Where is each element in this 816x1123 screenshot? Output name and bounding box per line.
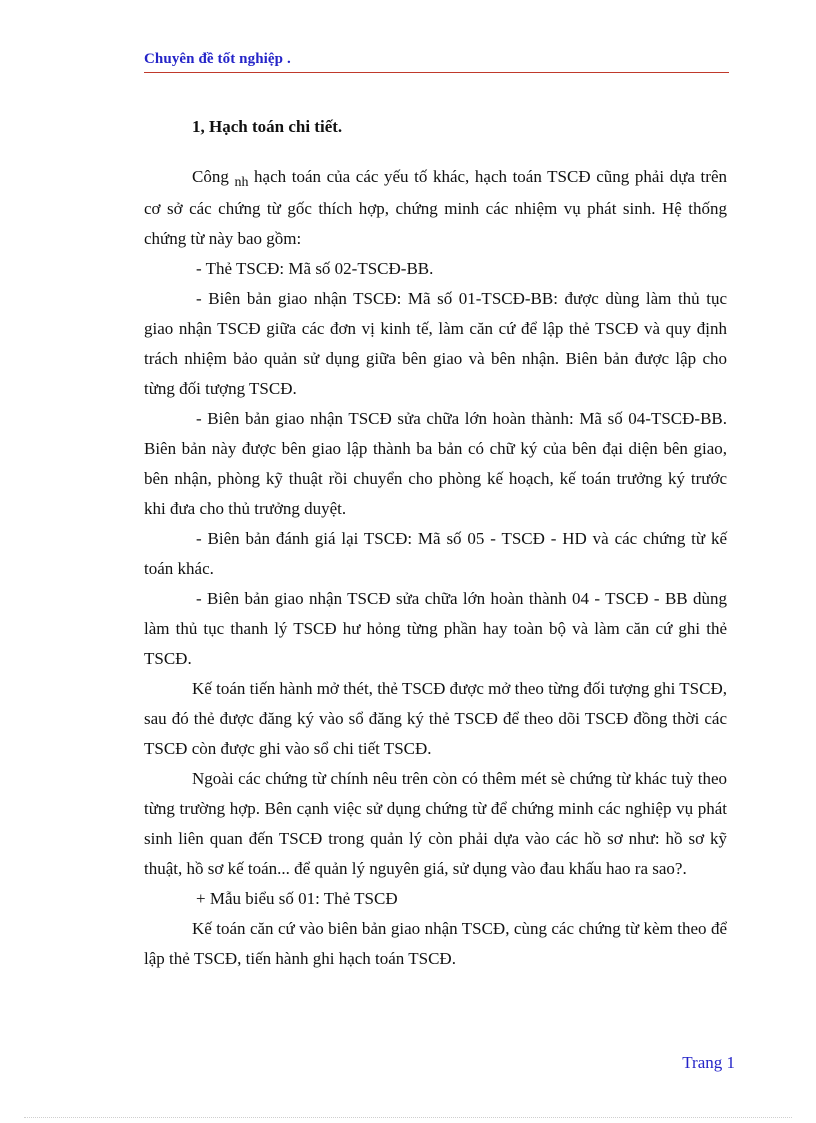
- form-label: + Mẫu biểu số 01: Thẻ TSCĐ: [196, 889, 398, 908]
- body-paragraph: Ngoài các chứng từ chính nêu trên còn có thêm mét sè chứng từ khác tuỳ theo từng trường hợp. Bên cạnh việc sử dụng chứng từ để chứng minh các nghiệp vụ phát sinh liên quan đến TSCĐ trong quản lý còn phải dựa vào các hồ sơ như: hồ sơ kỹ thuật, hồ sơ kế toán... để quản lý nguyên giá, sử dụng vào đau khấu hao ra sao?.: [144, 769, 727, 878]
- intro-subscript: nh: [234, 175, 249, 190]
- intro-paragraph: [144, 162, 727, 254]
- intro-start: Công: [192, 167, 235, 186]
- header-title: Chuyên đề tốt nghiệp .: [144, 51, 291, 67]
- list-item: - Biên bản giao nhận TSCĐ sửa chữa lớn hoàn thành 04 - TSCĐ - BB dùng làm thủ tục thanh lý TSCĐ hư hỏng từng phần hay toàn bộ và làm căn cứ ghi thẻ TSCĐ.: [144, 589, 727, 668]
- list-item: - Biên bản giao nhận TSCĐ sửa chữa lớn hoàn thành: Mã số 04-TSCĐ-BB. Biên bản này được bên giao lập thành ba bản có chữ ký của bên đại diện bên giao, bên nhận, phòng kỹ thuật rồi chuyển cho phòng kế hoạch, kế toán trưởng ký trước khi đưa cho thủ trưởng duyệt.: [144, 409, 727, 518]
- page-number: Trang 1: [682, 1053, 735, 1072]
- section-heading: 1, Hạch toán chi tiết.: [192, 117, 343, 136]
- body-paragraph: Kế toán tiến hành mở thét, thẻ TSCĐ được mở theo từng đối tượng ghi TSCĐ, sau đó thẻ được đăng ký vào sổ đăng ký thẻ TSCĐ để theo dõi TSCĐ đồng thời các TSCĐ còn được ghi vào sổ chi tiết TSCĐ.: [144, 679, 727, 758]
- list-item: - Biên bản giao nhận TSCĐ: Mã số 01-TSCĐ-BB: được dùng làm thủ tục giao nhận TSCĐ giữa các đơn vị kinh tế, làm căn cứ để lập thẻ TSCĐ và quy định trách nhiệm bảo quản sử dụng giữa bên giao và bên nhận. Biên bản được lập cho từng đối tượng TSCĐ.: [144, 289, 727, 398]
- document-body: [144, 114, 727, 974]
- intro-rest: hạch toán của các yếu tố khác, hạch toán TSCĐ cũng phải dựa trên cơ sở các chứng từ gốc thích hợp, chứng minh các nhiệm vụ phát sinh. Hệ thống chứng từ này bao gồm:: [144, 167, 727, 248]
- list-item: - Biên bản đánh giá lại TSCĐ: Mã số 05 - TSCĐ - HD và các chứng từ kế toán khác.: [144, 529, 727, 578]
- list-item: - Thẻ TSCĐ: Mã số 02-TSCĐ-BB.: [196, 259, 434, 278]
- page-bottom-divider: [24, 1117, 792, 1118]
- final-paragraph: Kế toán căn cứ vào biên bản giao nhận TSCĐ, cùng các chứng từ kèm theo để lập thẻ TSCĐ, tiến hành ghi hạch toán TSCĐ.: [144, 919, 727, 968]
- page-header: [144, 50, 729, 73]
